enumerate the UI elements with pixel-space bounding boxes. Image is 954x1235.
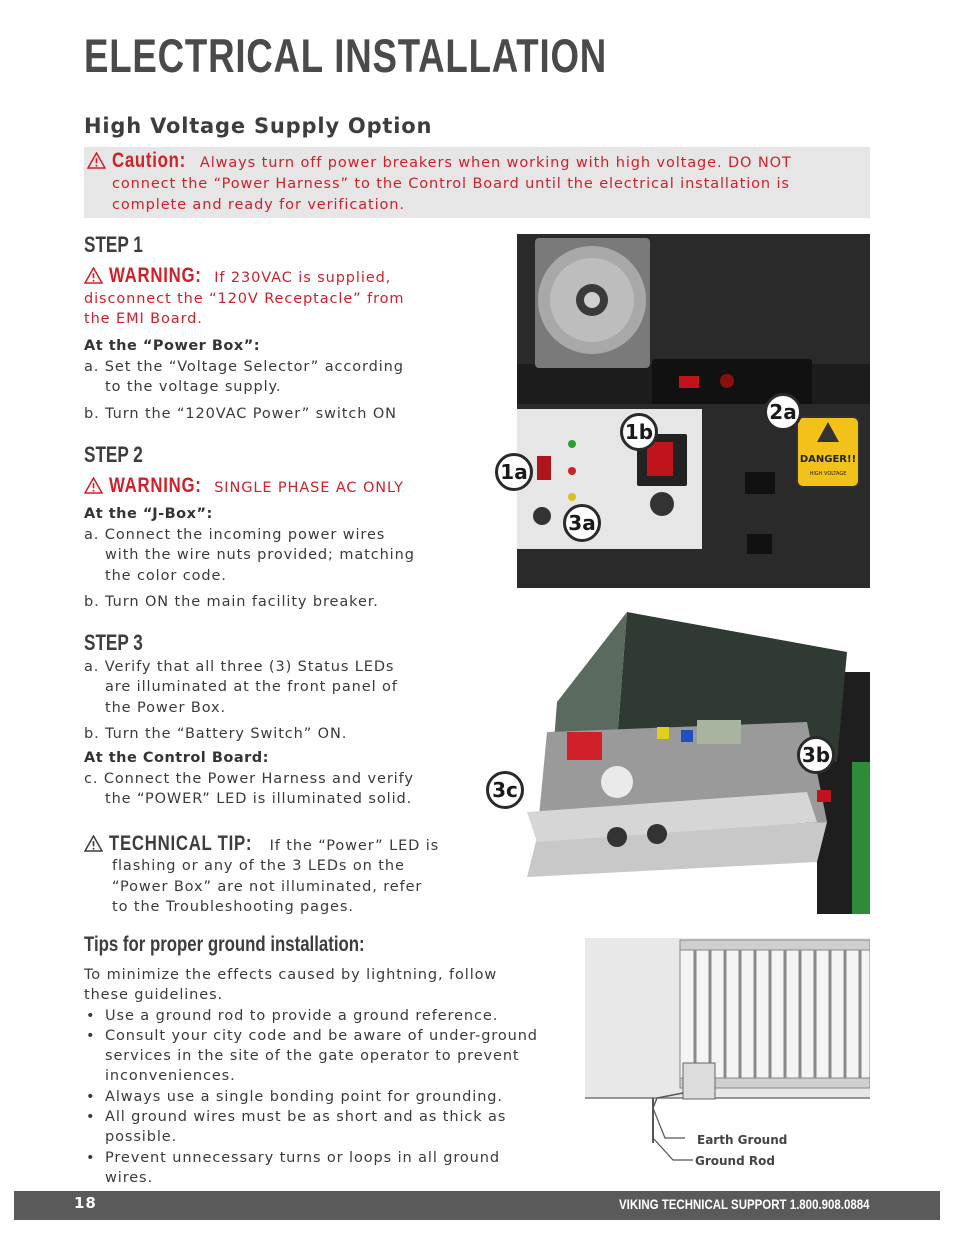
step-2-warning-label: WARNING: <box>109 474 202 497</box>
step-1-item-b: b. Turn the “120VAC Power” switch ON <box>84 405 397 422</box>
page-title: ELECTRICAL INSTALLATION <box>84 29 608 82</box>
warning-triangle-icon <box>84 477 103 494</box>
gate-grounding-illustration <box>585 938 870 1170</box>
grounding-bullet-cont: inconveniences. <box>105 1068 236 1085</box>
step-1-warning-label: WARNING: <box>109 264 202 287</box>
ground-rod-label: Ground Rod <box>695 1154 775 1168</box>
caution-text-2: connect the “Power Harness” to the Control Board until the electrical installation is <box>112 176 790 192</box>
step-1-item-a: a. Set the “Voltage Selector” according <box>84 359 404 375</box>
step-2-warning <box>84 476 404 499</box>
warning-triangle-icon <box>84 267 103 284</box>
callout-2a: 2a <box>764 393 802 431</box>
step-1-warning-text-3: the EMI Board. <box>84 311 203 327</box>
technical-tip-text-1: If the “Power” LED is <box>269 838 440 854</box>
technical-tip <box>84 834 439 917</box>
technical-tip-text-3: “Power Box” are not illuminated, refer <box>112 878 423 895</box>
warning-triangle-icon <box>84 835 103 852</box>
step-3-instructions-c <box>84 769 414 810</box>
caution-text-1: Always turn off power breakers when working with high voltage. DO NOT <box>199 155 792 171</box>
step-2-instructions <box>84 525 415 612</box>
warning-triangle-icon <box>87 152 106 169</box>
step-1-heading: STEP 1 <box>84 232 143 257</box>
grounding-bullet-cont: services in the site of the gate operator to prevent <box>105 1048 520 1065</box>
step-3-heading: STEP 3 <box>84 630 143 655</box>
step-2-item-b: b. Turn ON the main facility breaker. <box>84 593 379 610</box>
danger-sign-subtitle: HIGH VOLTAGE <box>809 471 847 477</box>
technical-tip-text-4: to the Troubleshooting pages. <box>112 898 354 915</box>
step-2-heading: STEP 2 <box>84 442 143 467</box>
grounding-bullet-cont: wires. <box>105 1169 154 1186</box>
caution-box <box>84 147 870 218</box>
callout-1a: 1a <box>495 453 533 491</box>
grounding-intro-cont: these guidelines. <box>84 987 224 1004</box>
grounding-bullet-cont: possible. <box>105 1129 178 1146</box>
callout-1b: 1b <box>620 413 658 451</box>
grounding-bullet: • Always use a single bonding point for grounding. <box>84 1087 538 1107</box>
step-3-item-c: c. Connect the Power Harness and verify <box>84 771 414 787</box>
gate-grounding-drawing <box>585 938 870 1170</box>
technical-tip-text-2: flashing or any of the 3 LEDs on the <box>112 858 405 875</box>
section-heading: High Voltage Supply Option <box>84 114 433 138</box>
step-2-item-a-cont: the color code. <box>105 567 227 584</box>
step-1-item-a-cont: to the voltage supply. <box>105 379 282 396</box>
step-2-item-a: a. Connect the incoming power wires <box>84 527 386 543</box>
step-3-instructions <box>84 657 398 744</box>
step-1-warning-text-1: If 230VAC is supplied, <box>214 270 392 286</box>
step-3-item-a: a. Verify that all three (3) Status LEDs <box>84 659 395 675</box>
callout-3b: 3b <box>797 736 835 774</box>
step-2-item-a-cont: with the wire nuts provided; matching <box>105 547 415 564</box>
page-number: 18 <box>74 1194 97 1212</box>
grounding-heading: Tips for proper ground installation: <box>84 933 365 956</box>
step-3-item-a-cont: the Power Box. <box>105 699 227 716</box>
step-2-location: At the “J-Box”: <box>84 506 213 522</box>
callout-3a: 3a <box>563 504 601 542</box>
step-3-location: At the Control Board: <box>84 750 269 766</box>
caution-label: Caution: <box>112 149 186 172</box>
danger-sign-title: DANGER!! <box>799 454 857 465</box>
step-1-warning-text-2: disconnect the “120V Receptacle” from <box>84 290 405 307</box>
grounding-intro: To minimize the effects caused by lightning, follow <box>84 967 498 983</box>
earth-ground-label: Earth Ground <box>697 1133 788 1147</box>
technical-tip-label: TECHNICAL TIP: <box>109 832 253 855</box>
step-1-instructions <box>84 357 404 424</box>
caution-text-3: complete and ready for verification. <box>112 197 405 213</box>
callout-3c: 3c <box>486 771 524 809</box>
step-2-warning-text: SINGLE PHASE AC ONLY <box>214 480 404 496</box>
grounding-body <box>84 965 538 1188</box>
step-3-item-c-cont: the “POWER” LED is illuminated solid. <box>105 791 413 808</box>
grounding-bullet: • All ground wires must be as short and as thick as <box>84 1107 538 1127</box>
step-3-item-a-cont: are illuminated at the front panel of <box>105 679 398 696</box>
step-3-item-b: b. Turn the “Battery Switch” ON. <box>84 725 348 742</box>
step-1-location: At the “Power Box”: <box>84 338 261 354</box>
step-1-warning <box>84 266 404 330</box>
grounding-bullet: • Use a ground rod to provide a ground reference. <box>84 1006 538 1026</box>
grounding-bullet: • Consult your city code and be aware of under-ground <box>84 1026 538 1046</box>
footer-support-text: VIKING TECHNICAL SUPPORT 1.800.908.0884 <box>619 1196 870 1212</box>
grounding-bullet: • Prevent unnecessary turns or loops in all ground <box>84 1148 538 1168</box>
